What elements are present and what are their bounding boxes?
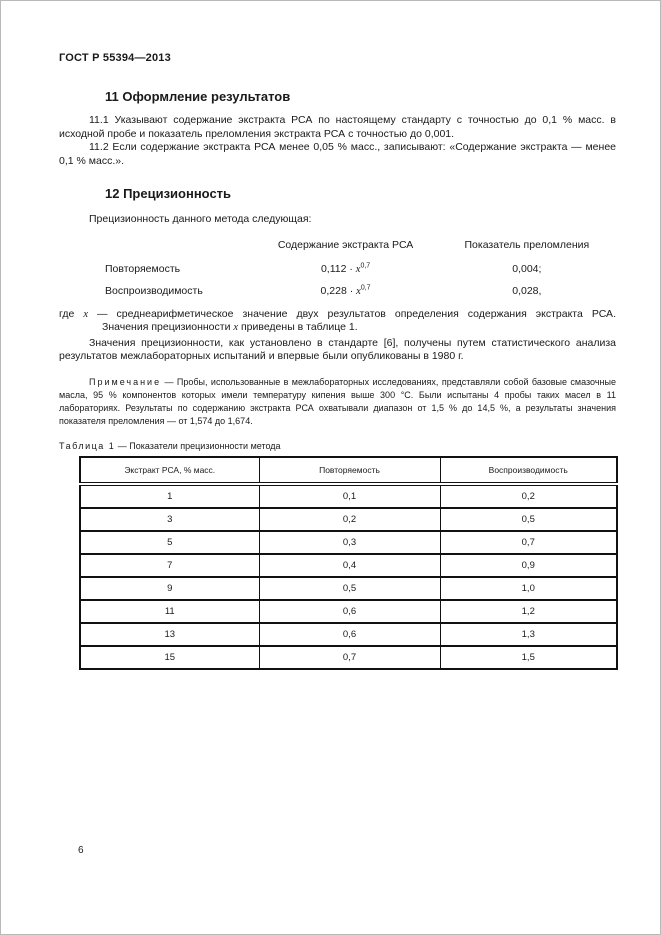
table-row — [80, 600, 617, 623]
table-cell: 0,9 — [440, 554, 617, 577]
matrix-row-label: Воспроизводимость — [105, 284, 203, 297]
table-cell: 1 — [80, 484, 259, 508]
table1-header-row — [80, 457, 617, 484]
where-reference-line — [102, 321, 616, 334]
table-cell: 7 — [80, 554, 259, 577]
repeatability-formula — [253, 263, 437, 275]
table1-header-reproducibility: Воспроизводимость — [440, 457, 617, 484]
table-row — [80, 577, 617, 600]
paragraph-11-2: 11.2 Если содержание экстракта РСА менее 0,05 % масс., записывают: «Содержание экстракта — менее 0,1 % масс.». — [59, 141, 616, 167]
formula-exponent: 0,7 — [360, 284, 371, 291]
section-11-heading: 11 Оформление результатов — [105, 89, 291, 104]
precision-matrix — [59, 231, 616, 297]
table-cell: 0,6 — [259, 600, 440, 623]
matrix-row-label: Повторяемость — [105, 262, 181, 275]
table1-header-extract: Экстракт РСА, % масс. — [80, 457, 259, 484]
table1-caption-label: Таблица 1 — [59, 440, 116, 451]
where-clause — [59, 308, 616, 334]
paragraph-precision-values: Значения прецизионности, как установлено в стандарте [6], получены путем статистического анализа результатов межлабораторных испытаний и впервые были опубликованы в 1980 г. — [59, 336, 616, 362]
table-row — [80, 554, 617, 577]
where-line2-prefix: Значения прецизионности — [102, 320, 234, 333]
table-cell: 0,2 — [259, 508, 440, 531]
table-cell: 0,1 — [259, 484, 440, 508]
table1-head — [80, 457, 617, 484]
table-cell: 9 — [80, 577, 259, 600]
table-cell: 0,6 — [259, 623, 440, 646]
doc-number: ГОСТ Р 55394—2013 — [59, 52, 171, 64]
formula-variable: x — [355, 263, 361, 275]
table-cell: 0,5 — [440, 508, 617, 531]
formula-coefficient: 0,112 · — [320, 262, 356, 275]
where-variable: x — [83, 308, 88, 320]
table-row — [80, 623, 617, 646]
where-line2-variable: x — [233, 321, 239, 333]
formula-variable: x — [356, 285, 361, 297]
table-cell: 11 — [80, 600, 259, 623]
table-cell: 15 — [80, 646, 259, 669]
table-cell: 0,5 — [259, 577, 440, 600]
table-row — [80, 484, 617, 508]
note-block — [59, 376, 616, 428]
paragraph-11-1: 11.1 Указывают содержание экстракта РСА по настоящему стандарту с точностью до 0,1 % масс. в исходной пробе и показатель преломления экстракта РСА с точностью до 0,001. — [59, 114, 616, 140]
where-definition-line — [59, 308, 616, 321]
matrix-row-repeatability — [59, 253, 616, 275]
table-row — [80, 646, 617, 669]
matrix-header-row — [59, 231, 616, 251]
table1-caption — [59, 441, 616, 451]
table-cell: 0,3 — [259, 531, 440, 554]
table1-caption-text: — Показатели прецизионности метода — [115, 440, 281, 451]
table-cell: 0,4 — [259, 554, 440, 577]
page-number: 6 — [78, 845, 84, 856]
note-label: Примечание — [89, 376, 162, 387]
formula-exponent: 0,7 — [360, 262, 371, 269]
matrix-col-header-refraction: Показатель преломления — [464, 238, 590, 251]
reproducibility-formula — [253, 285, 437, 297]
reproducibility-refraction-value: 0,028, — [512, 284, 542, 297]
table-cell: 1,5 — [440, 646, 617, 669]
section-12-intro: Прецизионность данного метода следующая: — [89, 213, 312, 225]
formula-coefficient: 0,228 · — [320, 284, 357, 297]
table-cell: 5 — [80, 531, 259, 554]
table-cell: 0,7 — [259, 646, 440, 669]
note-text: — Пробы, использованные в межлабораторных исследованиях, представляли собой базовые смазочные масла, 95 % компонентов которых имели температуру кипения выше 300 °С. Были испытаны 4 пробы таких масел в 11 лабораториях. Результаты по содержанию экстракта РСА охватывали диапазон от 1,5 % до 14,5 %, а результаты значения показателя преломления — от 1,574 до 1,674. — [59, 376, 616, 426]
where-line2-rest: приведены в таблице 1. — [238, 320, 358, 333]
table-cell: 13 — [80, 623, 259, 646]
table-cell: 1,3 — [440, 623, 617, 646]
repeatability-refraction-value: 0,004; — [512, 262, 542, 275]
where-definition: — среднеарифметическое значение двух результатов определения содержания экстракта РСА. — [88, 307, 616, 320]
table-cell: 0,2 — [440, 484, 617, 508]
precision-table — [79, 456, 618, 670]
table-cell: 3 — [80, 508, 259, 531]
table-cell: 1,2 — [440, 600, 617, 623]
matrix-row-reproducibility — [59, 275, 616, 297]
table1-body — [80, 484, 617, 669]
table-cell: 0,7 — [440, 531, 617, 554]
table-row — [80, 508, 617, 531]
matrix-col-header-extract: Содержание экстракта РСА — [277, 238, 414, 251]
where-prefix: где — [59, 307, 84, 320]
table1-header-repeatability: Повторяемость — [259, 457, 440, 484]
table-cell: 1,0 — [440, 577, 617, 600]
section-12-heading: 12 Прецизионность — [105, 186, 232, 201]
table-row — [80, 531, 617, 554]
